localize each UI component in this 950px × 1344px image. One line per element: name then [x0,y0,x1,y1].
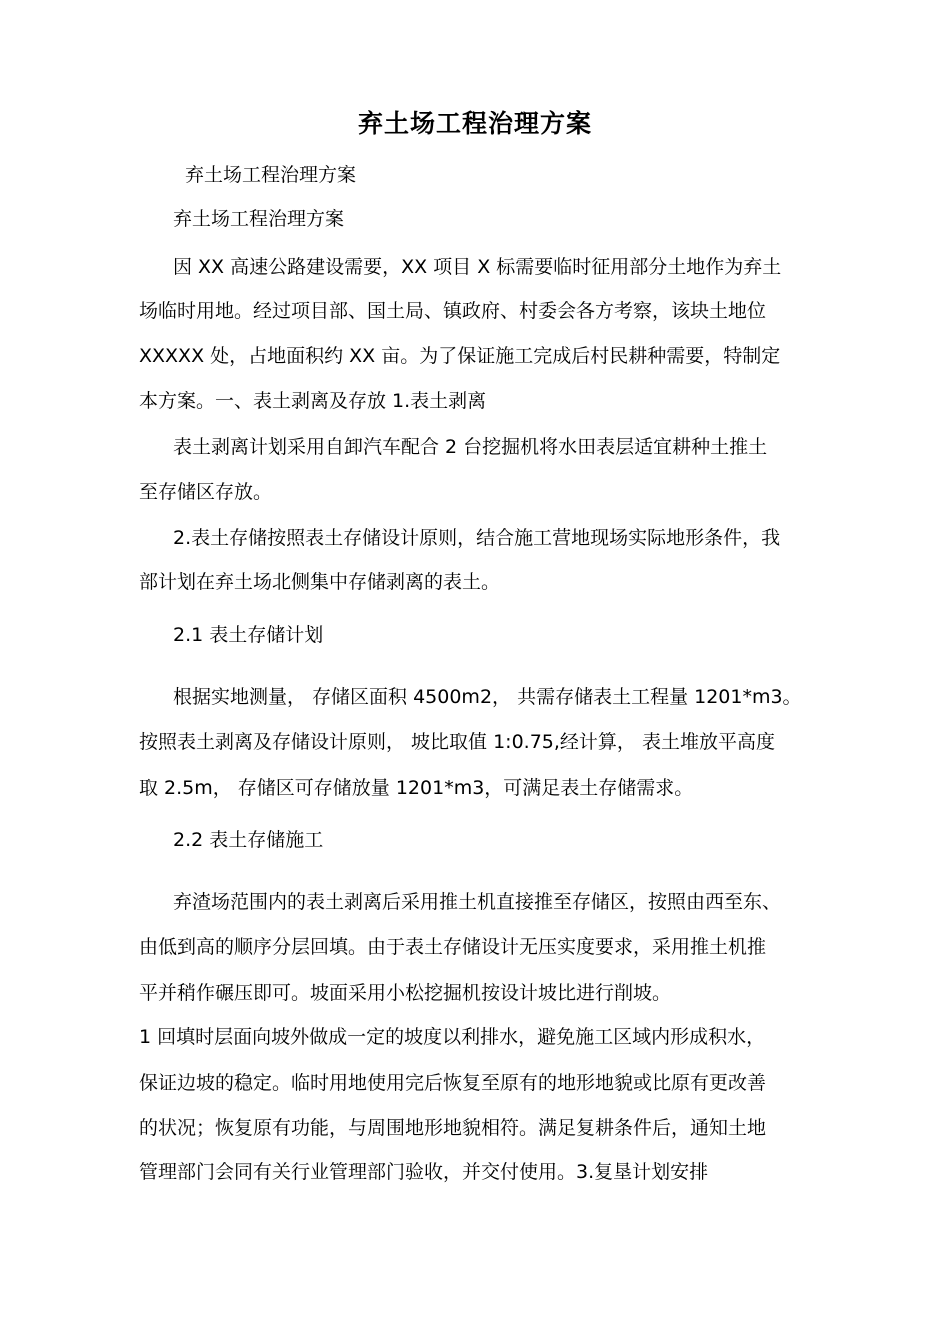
paragraph-line: 因 XX 高速公路建设需要，XX 项目 X 标需要临时征用部分土地作为弃土 [173,256,782,278]
paragraph-line: 取 2.5m， 存储区可存储放量 1201*m3，可满足表土存储需求。 [139,777,694,799]
paragraph-line: 按照表土剥离及存储设计原则， 坡比取值 1:0.75,经计算， 表土堆放平高度 [139,731,775,753]
paragraph-line: 1 回填时层面向坡外做成一定的坡度以利排水，避免施工区域内形成积水， [139,1026,766,1048]
paragraph-line: 平并稍作碾压即可。坡面采用小松挖掘机按设计坡比进行削坡。 [139,982,672,1004]
paragraph-line: 管理部门会同有关行业管理部门验收，并交付使用。3.复垦计划安排 [139,1161,709,1183]
paragraph-line: 的状况；恢复原有功能，与周围地形地貌相符。满足复耕条件后，通知土地 [139,1117,767,1139]
section-heading: 2.2 表土存储施工 [173,829,324,851]
paragraph-line: 表土剥离计划采用自卸汽车配合 2 台挖掘机将水田表层适宜耕种土推土 [173,436,768,458]
subtitle-line: 弃土场工程治理方案 [185,164,357,186]
section-heading: 2.1 表土存储计划 [173,624,324,646]
paragraph-line: 至存储区存放。 [139,481,273,503]
paragraph-line: 保证边坡的稳定。临时用地使用完后恢复至原有的地形地貌或比原有更改善 [139,1072,767,1094]
paragraph-line: 弃渣场范围内的表土剥离后采用推土机直接推至存储区，按照由西至东、 [173,891,782,913]
paragraph-line: 本方案。一、表土剥离及存放 1.表土剥离 [139,390,487,412]
document-title: 弃土场工程治理方案 [357,109,592,138]
paragraph-line: 场临时用地。经过项目部、国土局、镇政府、村委会各方考察，该块土地位 [139,300,767,322]
paragraph-line: 根据实地测量， 存储区面积 4500m2， 共需存储表土工程量 1201*m3。 [173,686,802,708]
paragraph-line: 2.表土存储按照表土存储设计原则，结合施工营地现场实际地形条件，我 [173,527,781,549]
subtitle-line: 弃土场工程治理方案 [173,208,345,230]
paragraph-line: XXXXX 处，占地面积约 XX 亩。为了保证施工完成后村民耕种需要，特制定 [139,345,781,367]
paragraph-line: 部计划在弃土场北侧集中存储剥离的表土。 [139,571,501,593]
paragraph-line: 由低到高的顺序分层回填。由于表土存储设计无压实度要求，采用推土机推 [139,936,767,958]
